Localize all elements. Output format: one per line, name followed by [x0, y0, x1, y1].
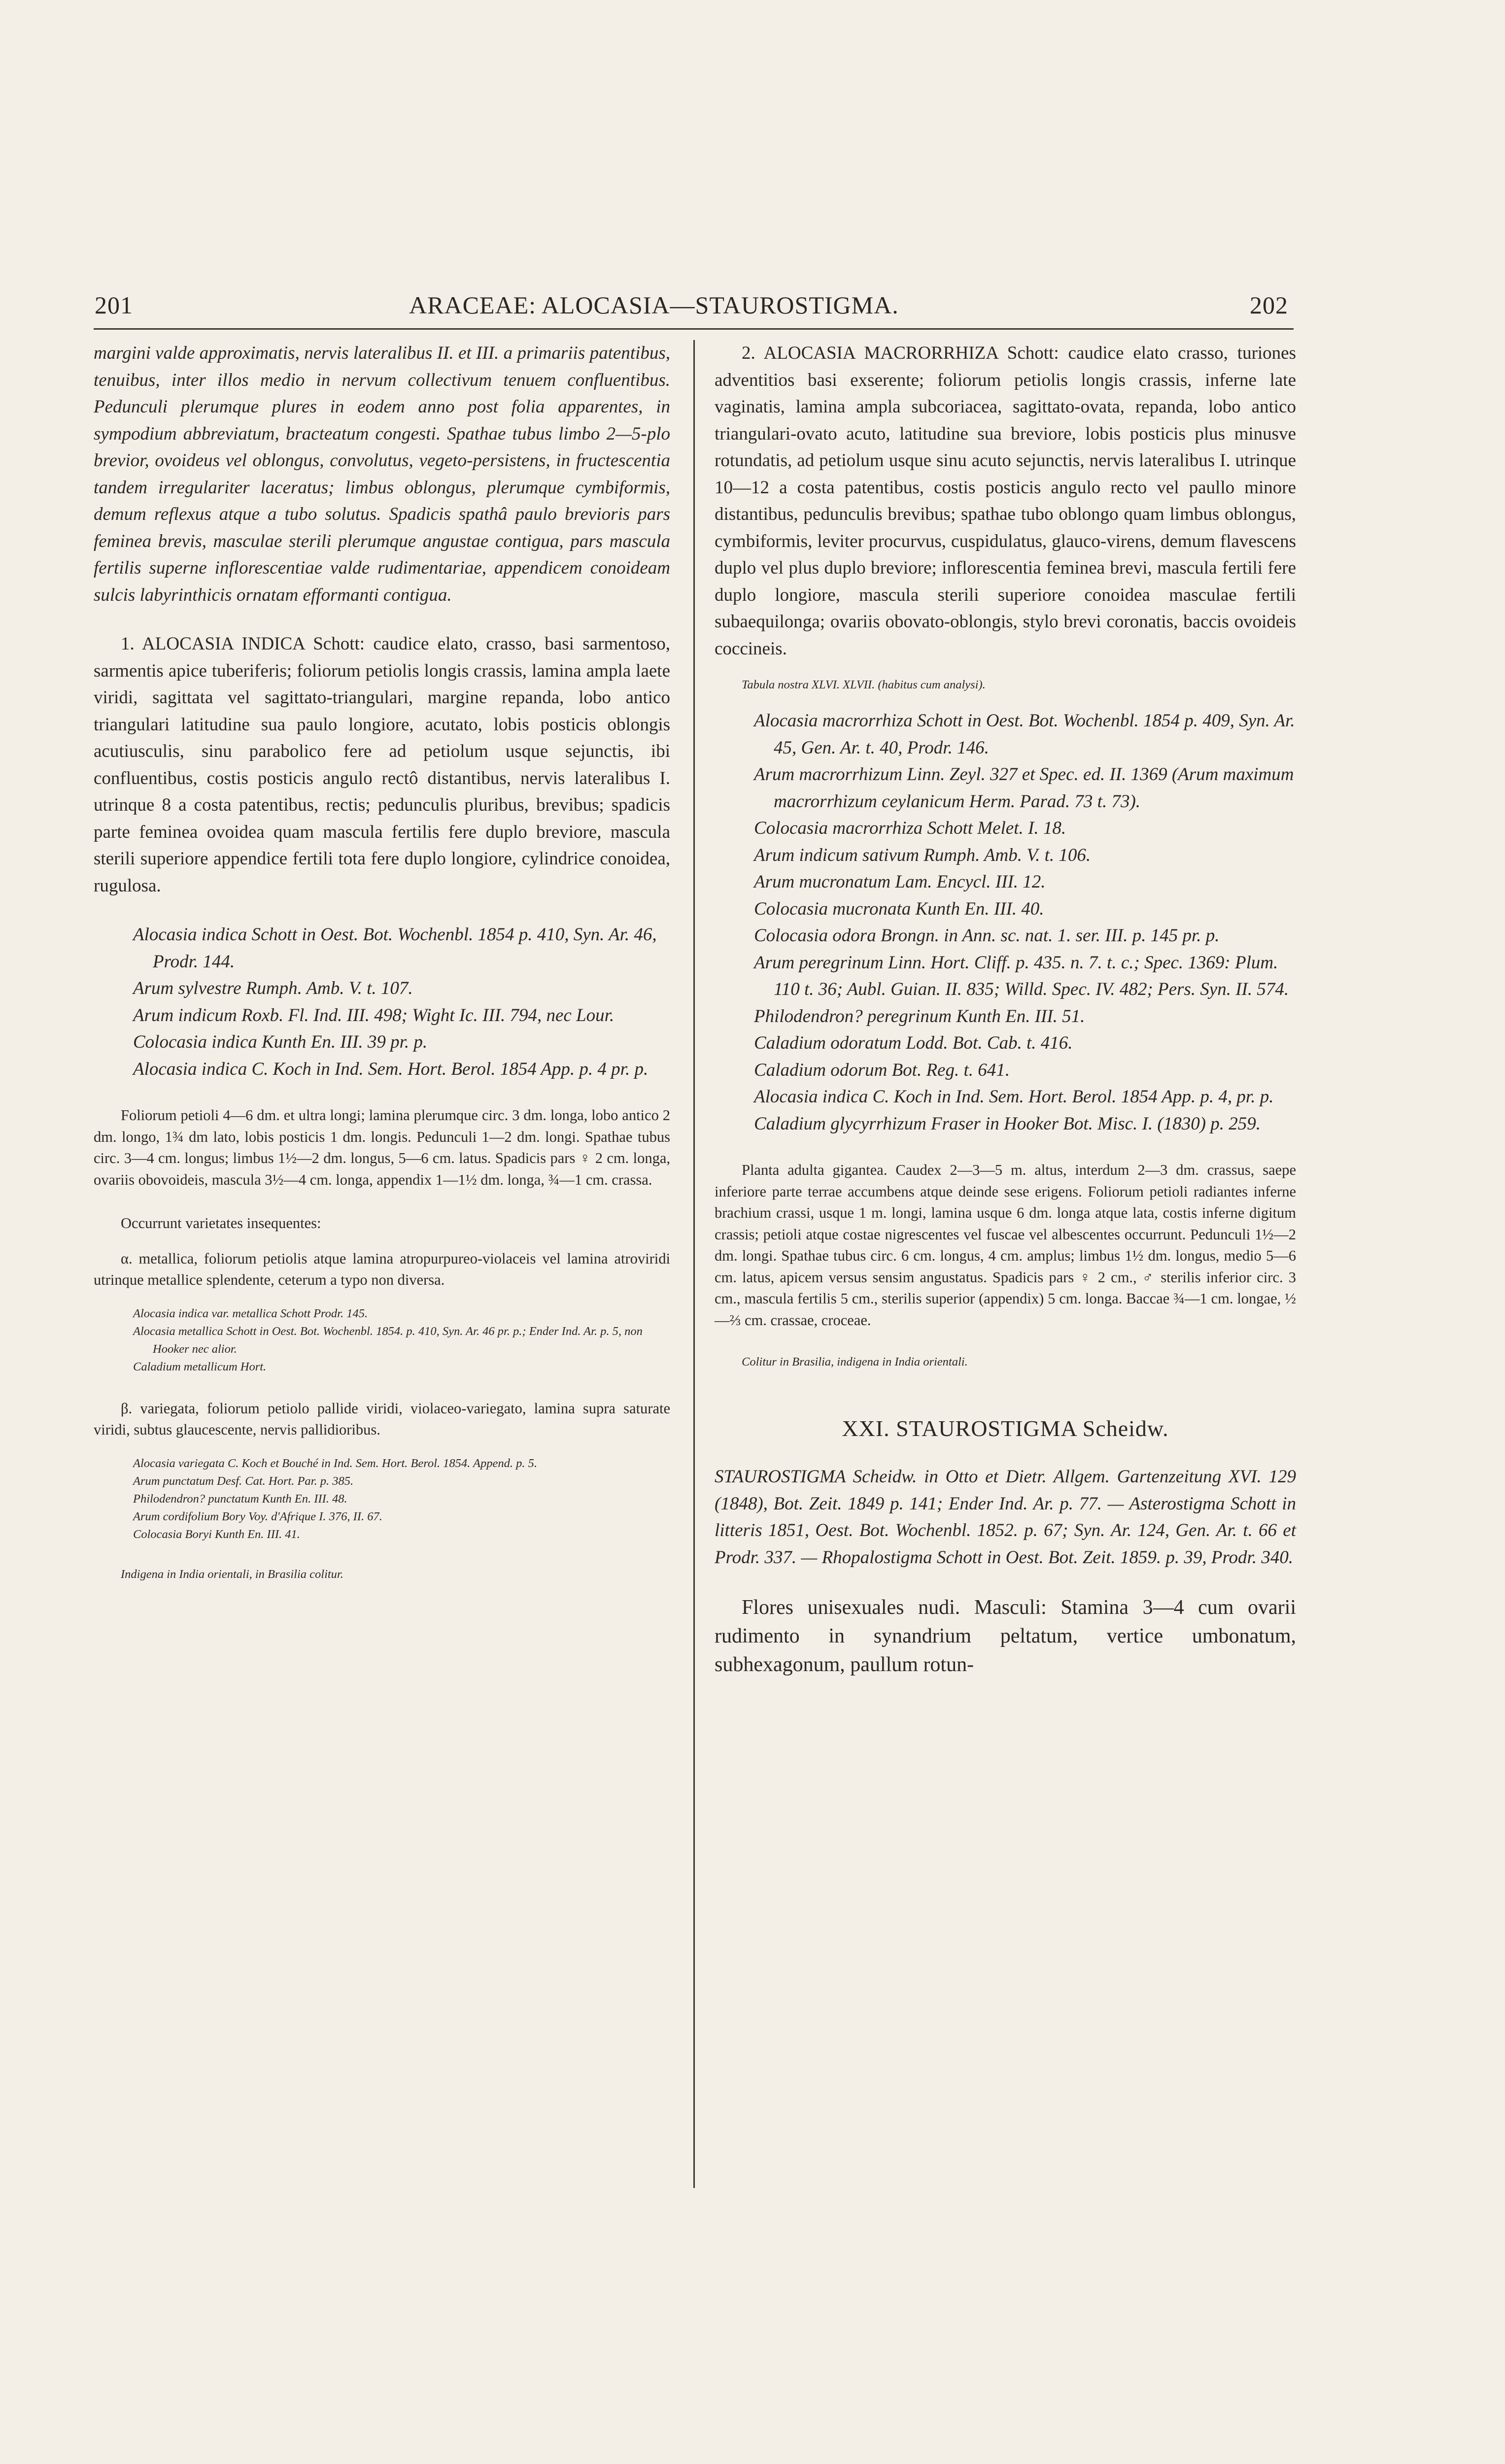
- synonym-entry: Arum macrorrhizum Linn. Zeyl. 327 et Spec. ed. II. 1369 (Arum maximum macrorrhizum ceylanicum Herm. Parad. 73 t. 73).: [754, 764, 1294, 812]
- species-alocasia-macrorrhiza: 2. ALOCASIA MACRORRHIZA Schott: caudice elato crasso, turiones adventitios basi exserente; foliorum petiolis longis crassis, inferne late vaginatis, lamina ampla subcoriacea, sagittato-ovata, repanda, lobo antico triangulari-ovato acuto, latitudine sua breviore, lobis posticis plus minusve rotundatis, ad petiolum usque sinu acuto sejunctis, nervis lateralibus I. utrinque 10—12 a costa patentibus, costis posticis angulo recto vel paullo minore distantibus, pedunculis brevibus; spathae tubo oblongo quam limbus oblongus, cymbiformis, leviter procurvus, cuspidulatus, glauco-virens, demum flavescens duplo vel plus duplo breviore; inflorescentia feminea brevi, mascula fertili fere duplo longiore, mascula sterili superiore conoidea masculae fertili subaequilonga; ovariis obovato-oblongis, stylo brevi coronatis, baccis ovoideis coccineis.: [715, 343, 1296, 659]
- synonymy-metallica: [94, 1305, 670, 1376]
- synonym-entry: Arum punctatum Desf. Cat. Hort. Par. p. 385.: [133, 1474, 354, 1488]
- synonym-entry: Alocasia macrorrhiza Schott in Oest. Bot. Wochenbl. 1854 p. 409, Syn. Ar. 45, Gen. Ar. t. 40, Prodr. 146.: [754, 711, 1295, 758]
- synonym-entry: Alocasia indica C. Koch in Ind. Sem. Hort. Berol. 1854 App. p. 4 pr. p.: [133, 1059, 649, 1079]
- synonymy-alocasia-macrorrhiza: [715, 708, 1296, 1137]
- variety-metallica: α. metallica, foliorum petiolis atque lamina atropurpureo-violaceis vel lamina atroviridi utrinque metallice splendente, ceterum a typo non diversa.: [94, 1250, 670, 1288]
- synonym-entry: Arum indicum Roxb. Fl. Ind. III. 498; Wight Ic. III. 794, nec Lour.: [133, 1005, 615, 1026]
- synonym-entry: Philodendron? punctatum Kunth En. III. 48.: [133, 1492, 347, 1506]
- header-rule: [94, 328, 1294, 330]
- synonym-entry: Caladium odoratum Lodd. Bot. Cab. t. 416.: [754, 1033, 1073, 1053]
- synonym-entry: Arum peregrinum Linn. Hort. Cliff. p. 435. n. 7. t. c.; Spec. 1369: Plum. 110 t. 36; Aubl. Guian. II. 835; Willd. Spec. IV. 482; Pers. Syn. II. 574.: [754, 952, 1289, 999]
- synonym-entry: Alocasia indica var. metallica Schott Prodr. 145.: [133, 1306, 368, 1320]
- genus-description-continued: margini valde approximatis, nervis lateralibus II. et III. a primariis patentibus, tenuibus, inter illos medio in nervum collectivum tenuem confluentibus. Pedunculi plerumque plures in eodem anno post folia apparentes, in sympodium abbreviatum, bracteatum congesti. Spathae tubus limbo 2—5-plo brevior, ovoideus vel oblongus, convolutus, vegeto-persistens, in fructescentia tandem irregulariter laceratus; limbus oblongus, plerumque cymbiformis, demum reflexus atque a tubo solutus. Spadicis spathâ paulo brevioris pars feminea brevis, masculae sterili plerumque angustae contigua, pars mascula fertilis superne inflorescentiae valde rudimentariae, appendicem conoideam sulcis labyrinthicis ornatam efformanti contigua.: [94, 343, 670, 605]
- habitat-note: Indigena in India orientali, in Brasilia colitur.: [121, 1567, 343, 1581]
- right-column: [715, 340, 1296, 1679]
- synonym-entry: Colocasia mucronata Kunth En. III. 40.: [754, 898, 1044, 919]
- synonym-entry: Arum sylvestre Rumph. Amb. V. t. 107.: [133, 978, 413, 998]
- genus-description: Flores unisexuales nudi. Masculi: Stamina 3—4 cum ovarii rudimento in synandrium peltatum, vertice umbonatum, subhexagonum, paullum rotun-: [715, 1596, 1296, 1676]
- synonymy-alocasia-indica: [94, 922, 670, 1083]
- synonymy-variegata: [94, 1455, 670, 1543]
- synonym-entry: Arum cordifolium Bory Voy. d'Afrique I. 376, II. 67.: [133, 1509, 382, 1523]
- varieties-intro: Occurrunt varietates insequentes:: [121, 1215, 321, 1232]
- synonym-entry: Colocasia indica Kunth En. III. 39 pr. p.: [133, 1032, 428, 1052]
- synonym-entry: Alocasia indica Schott in Oest. Bot. Wochenbl. 1854 p. 410, Syn. Ar. 46, Prodr. 144.: [133, 924, 657, 972]
- page-number-left: 201: [95, 291, 133, 319]
- genus-synonymy: STAUROSTIGMA Scheidw. in Otto et Dietr. Allgem. Gartenzeitung XVI. 129 (1848), Bot. Zeit. 1849 p. 141; Ender Ind. Ar. p. 77. — Asterostigma Schott in litteris 1851, Oest. Bot. Wochenbl. 1852. p. 67; Syn. Ar. 124, Gen. Ar. t. 66 et Prodr. 337. — Rhopalostigma Schott in Oest. Bot. Zeit. 1859. p. 39, Prodr. 340.: [715, 1467, 1296, 1568]
- synonym-entry: Alocasia metallica Schott in Oest. Bot. Wochenbl. 1854. p. 410, Syn. Ar. 46 pr. p.; Ender Ind. Ar. p. 5, non Hooker nec alior.: [133, 1324, 643, 1356]
- measurements-alocasia-macrorrhiza: Planta adulta gigantea. Caudex 2—3—5 m. altus, interdum 2—3 dm. crassus, saepe inferiore parte terrae accumbens atque deinde sese erigens. Foliorum petioli radiantes inferne brachium crassi, usque 1 m. longi, lamina usque 6 dm. longa atque lata, costis inferne digitum crassis; petioli atque costae nigrescentes vel fuscae vel albescentes occurrunt. Pedunculi 1½—2 dm. longi. Spathae tubus circ. 6 cm. longus, 4 cm. amplus; limbus 1½ dm. longus, medio 5—6 cm. latus, apicem versus sensim angustatus. Spadicis pars ♀ 2 cm., ♂ sterilis inferior circ. 3 cm., mascula fertilis 5 cm., sterilis superior (appendix) 5 cm. longa. Baccae ¾—1 cm. longae, ½—⅔ cm. crassae, croceae.: [715, 1162, 1296, 1329]
- habitat-note: Colitur in Brasilia, indigena in India orientali.: [742, 1355, 968, 1369]
- measurements-alocasia-indica: Foliorum petioli 4—6 dm. et ultra longi; lamina plerumque circ. 3 dm. longa, lobo antico 2 dm. longo, 1¾ dm lato, lobis posticis 1 dm. longis. Pedunculi 1—2 dm. longi. Spathae tubus circ. 3—4 cm. longus; limbus 1½—2 dm. longus, 5—6 cm. latus. Spadicis pars ♀ 2 cm. longa, ovariis obovoideis, mascula 3½—4 cm. longa, appendix 1—1½ dm. longa, ¾—1 cm. crassa.: [94, 1107, 670, 1188]
- synonym-entry: Caladium odorum Bot. Reg. t. 641.: [754, 1060, 1010, 1080]
- synonym-entry: Philodendron? peregrinum Kunth En. III. 51.: [754, 1006, 1085, 1027]
- synonym-entry: Arum mucronatum Lam. Encycl. III. 12.: [754, 872, 1046, 892]
- genus-heading-staurostigma: XXI. STAUROSTIGMA Scheidw.: [842, 1416, 1169, 1441]
- plate-reference: Tabula nostra XLVI. XLVII. (habitus cum analysi).: [742, 678, 986, 691]
- synonym-entry: Colocasia macrorrhiza Schott Melet. I. 18.: [754, 818, 1066, 838]
- synonym-entry: Colocasia Boryi Kunth En. III. 41.: [133, 1527, 300, 1541]
- synonym-entry: Colocasia odora Brongn. in Ann. sc. nat. 1. ser. III. p. 145 pr. p.: [754, 925, 1220, 946]
- page-number-right: 202: [1250, 291, 1288, 319]
- species-alocasia-indica: 1. ALOCASIA INDICA Schott: caudice elato, crasso, basi sarmentoso, sarmentis apice tuberiferis; foliorum petiolis longis crassis, lamina ampla laete viridi, sagittata vel sagittato-triangulari, margine repanda, lobo antico triangulari latitudine sua paulo longiore, acutato, lobis posticis oblongis acutiusculis, sinu parabolico fere ad petiolum usque sejunctis, ibi confluentibus, costis posticis angulo rectô distantibus, nervis lateralibus I. utrinque 8 a costa patentibus, rectis; pedunculis pluribus, brevibus; spadicis parte feminea ovoidea quam mascula fertilis fere duplo breviore, mascula sterili superiore appendice fertili tota fere duplo longiore, cylindrice conoidea, rugulosa.: [94, 634, 670, 896]
- left-column: [94, 340, 670, 1583]
- synonym-entry: Alocasia indica C. Koch in Ind. Sem. Hort. Berol. 1854 App. p. 4, pr. p.: [754, 1087, 1274, 1107]
- synonym-entry: Caladium metallicum Hort.: [133, 1360, 267, 1373]
- running-title: ARACEAE: ALOCASIA—STAUROSTIGMA.: [409, 291, 899, 319]
- synonym-entry: Arum indicum sativum Rumph. Amb. V. t. 106.: [754, 845, 1091, 865]
- synonym-entry: Caladium glycyrrhizum Fraser in Hooker Bot. Misc. I. (1830) p. 259.: [754, 1113, 1261, 1134]
- synonym-entry: Alocasia variegata C. Koch et Bouché in Ind. Sem. Hort. Berol. 1854. Append. p. 5.: [133, 1456, 537, 1470]
- variety-variegata: β. variegata, foliorum petiolo pallide viridi, violaceo-variegato, lamina supra saturate viridi, subtus glaucescente, nervis pallidioribus.: [94, 1400, 670, 1438]
- column-divider: [693, 340, 695, 2188]
